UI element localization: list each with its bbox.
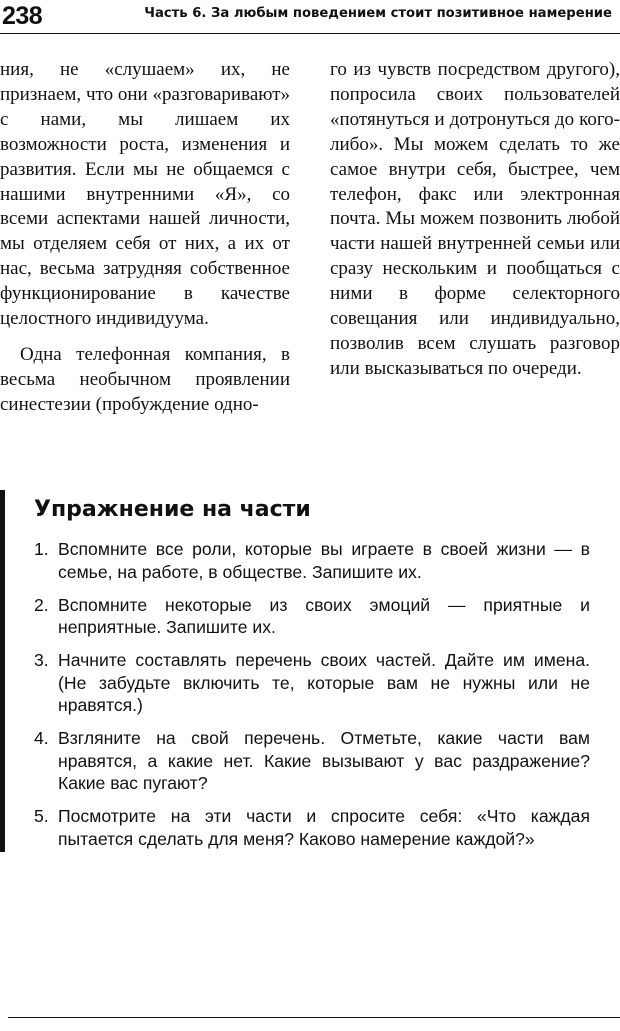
item-number: 5. xyxy=(34,806,49,826)
item-number: 3. xyxy=(34,650,49,670)
paragraph: ния, не «слушаем» их, не признаем, что они «разговаривают» с нами, мы лишаем их возможности роста, изменения и развития. Если мы не общаемся с нашими внутренними «Я», со всеми аспектами нашей личности, мы отделяем себя от них, а их от нас, весьма затрудняя собственное функционирование в качестве целостного индивидуума. xyxy=(0,59,290,330)
item-text: Посмотрите на эти части и спросите себя: «Что каждая пытается сделать для меня? Каково намерение каждой?» xyxy=(58,806,590,849)
item-text: Вспомните некоторые из своих эмоций — приятные и неприятные. Запишите их. xyxy=(58,594,590,637)
exercise-side-bar xyxy=(0,490,5,852)
item-text: Взгляните на свой перечень. Отметьте, какие части вам нравятся, а какие нет. Какие вызывают у вас раздражение? Какие вас пугают? xyxy=(58,728,590,793)
right-column xyxy=(330,58,620,382)
item-number: 2. xyxy=(34,594,49,615)
list-item xyxy=(34,649,590,717)
item-text: Вспомните все роли, которые вы играете в своей жизни — в семье, на работе, в обществе. Запишите их. xyxy=(58,539,590,582)
item-text: Начните составлять перечень своих частей. Дайте им имена. (Не забудьте включить те, которые вам не нужны или не нравятся.) xyxy=(58,650,590,715)
running-head: Часть 6. За любым поведением стоит позитивное намерение xyxy=(144,6,612,21)
exercise-title: Упражнение на части xyxy=(34,497,311,522)
exercise-box xyxy=(0,488,620,858)
footer-rule xyxy=(8,1017,620,1018)
page-header xyxy=(0,0,620,40)
item-number: 4. xyxy=(34,728,49,748)
list-item xyxy=(34,805,590,850)
paragraph-gap xyxy=(0,332,290,343)
item-number: 1. xyxy=(34,539,49,559)
exercise-list xyxy=(34,538,590,861)
left-column xyxy=(0,58,290,418)
list-item xyxy=(34,727,590,795)
list-item xyxy=(34,538,590,583)
paragraph: го из чувств посредством другого), попросила своих пользователей «потянуться и дотронуться до кого-либо». Мы можем сделать то же самое внутри себя, быстрее, чем телефон, факс или электронная почта. Мы можем позвонить любой части нашей внутренней семьи или сразу нескольким и пообщаться с ними в форме селекторного совещания или индивидуально, позволив всем слушать разговор или высказываться по очереди. xyxy=(330,59,620,379)
list-item xyxy=(34,594,590,639)
paragraph: Одна телефонная компания, в весьма необычном проявлении синестезии (пробуждение одно- xyxy=(0,343,290,415)
header-rule xyxy=(0,33,620,34)
page-number: 238 xyxy=(2,2,43,30)
